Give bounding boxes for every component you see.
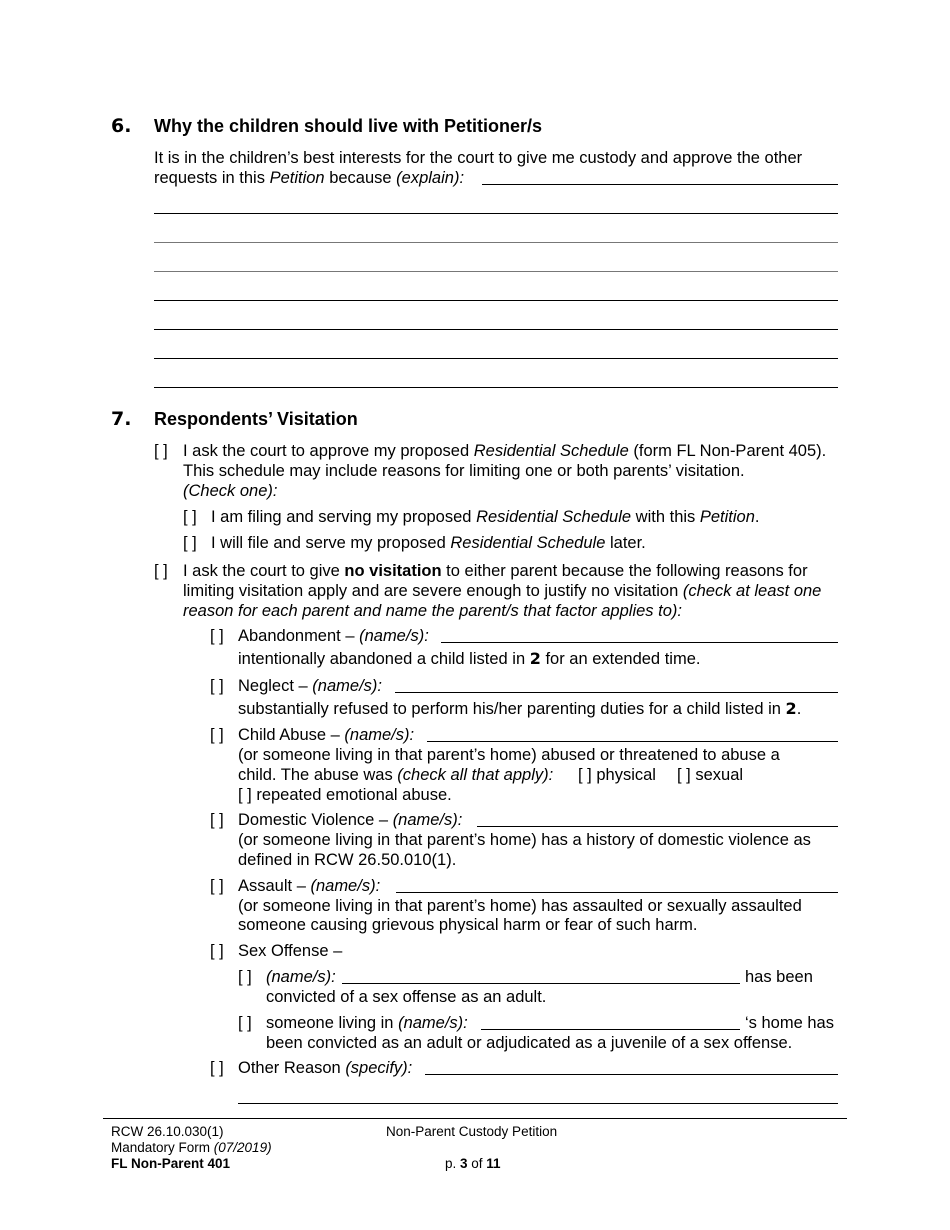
neglect-label: Neglect – (name/s):: [238, 677, 382, 695]
filing-later-text: I will file and serve my proposed Residential Schedule later.: [211, 534, 646, 552]
other-reason-checkbox[interactable]: [ ]: [210, 1059, 224, 1077]
filing-now-checkbox[interactable]: [ ]: [183, 508, 197, 526]
sex-offense-adult-checkbox[interactable]: [ ]: [238, 968, 252, 986]
footer-page-number: p. 3 of 11: [445, 1156, 501, 1171]
abandonment-label: Abandonment – (name/s):: [238, 627, 429, 645]
domestic-violence-name-field[interactable]: [477, 826, 838, 827]
child-abuse-label: Child Abuse – (name/s):: [238, 726, 415, 744]
opt1-line2: This schedule may include reasons for limiting one or both parents’ visitation.: [183, 462, 745, 480]
abandonment-desc: intentionally abandoned a child listed in 2 for an extended time.: [238, 649, 701, 668]
filing-now-text: I am filing and serving my proposed Residential Schedule with this Petition.: [211, 508, 760, 526]
section-6-number: 6.: [111, 115, 132, 137]
section-6-line1: It is in the children’s best interests for the court to give me custody and approve the other: [154, 149, 803, 167]
no-visitation-checkbox[interactable]: [ ]: [154, 562, 168, 580]
explain-line-5[interactable]: [154, 300, 838, 301]
physical-abuse-checkbox[interactable]: [ ] physical: [578, 766, 656, 784]
footer-title: Non-Parent Custody Petition: [386, 1124, 558, 1139]
abandonment-checkbox[interactable]: [ ]: [210, 627, 224, 645]
explain-line-8[interactable]: [154, 387, 838, 388]
sex-offense-adult-tail: has been: [745, 968, 813, 986]
child-abuse-checkbox[interactable]: [ ]: [210, 726, 224, 744]
filing-later-checkbox[interactable]: [ ]: [183, 534, 197, 552]
sex-offense-label: Sex Offense –: [238, 942, 343, 960]
sex-offense-household-line2: been convicted as an adult or adjudicated as a juvenile of a sex offense.: [266, 1034, 793, 1052]
assault-checkbox[interactable]: [ ]: [210, 877, 224, 895]
sex-offense-adult-name-field[interactable]: [342, 983, 740, 984]
assault-line2: (or someone living in that parent’s home) has assaulted or sexually assaulted: [238, 897, 802, 915]
other-reason-label: Other Reason (specify):: [238, 1059, 413, 1077]
explain-line-3[interactable]: [154, 242, 838, 243]
abandonment-name-field[interactable]: [441, 642, 838, 643]
domestic-violence-line3: defined in RCW 26.50.010(1).: [238, 851, 457, 869]
explain-line-4[interactable]: [154, 271, 838, 272]
opt2-line2: limiting visitation apply and are severe enough to justify no visitation (check at least one: [183, 582, 822, 600]
section-6-title: Why the children should live with Petitioner/s: [154, 116, 543, 136]
opt1-line1: I ask the court to approve my proposed Residential Schedule (form FL Non-Parent 405).: [183, 442, 827, 460]
section-6-line2: requests in this Petition because (explain):: [154, 169, 465, 187]
emotional-abuse-checkbox[interactable]: [ ] repeated emotional abuse.: [238, 786, 452, 804]
explain-line-7[interactable]: [154, 358, 838, 359]
sex-offense-adult-name-label: (name/s):: [266, 968, 336, 986]
residential-schedule-checkbox[interactable]: [ ]: [154, 442, 168, 460]
sex-offense-checkbox[interactable]: [ ]: [210, 942, 224, 960]
neglect-desc: substantially refused to perform his/her parenting duties for a child listed in 2.: [238, 699, 802, 718]
footer-mandatory: Mandatory Form (07/2019): [111, 1140, 272, 1155]
neglect-name-field[interactable]: [395, 692, 838, 693]
footer-rcw: RCW 26.10.030(1): [111, 1124, 224, 1139]
section-7-title: Respondents’ Visitation: [154, 409, 358, 429]
footer-form-number: FL Non-Parent 401: [111, 1156, 231, 1171]
other-reason-field[interactable]: [425, 1074, 838, 1075]
child-abuse-name-field[interactable]: [427, 741, 838, 742]
child-abuse-line2: (or someone living in that parent’s home) abused or threatened to abuse a: [238, 746, 780, 764]
domestic-violence-line2: (or someone living in that parent’s home) has a history of domestic violence as: [238, 831, 811, 849]
child-abuse-line3: child. The abuse was (check all that apply):: [238, 766, 554, 784]
sex-offense-household-checkbox[interactable]: [ ]: [238, 1014, 252, 1032]
assault-line3: someone causing grievous physical harm or fear of such harm.: [238, 916, 698, 934]
assault-label: Assault – (name/s):: [238, 877, 381, 895]
sex-offense-adult-line2: convicted of a sex offense as an adult.: [266, 988, 547, 1006]
assault-name-field[interactable]: [396, 892, 838, 893]
opt2-line3: reason for each parent and name the parent/s that factor applies to):: [183, 602, 682, 620]
sex-offense-household-name-field[interactable]: [481, 1029, 740, 1030]
sex-offense-household-label: someone living in (name/s):: [266, 1014, 468, 1032]
section-7-number: 7.: [111, 408, 132, 430]
explain-line-2[interactable]: [154, 213, 838, 214]
explain-line-6[interactable]: [154, 329, 838, 330]
other-reason-field-line2[interactable]: [238, 1103, 838, 1104]
opt2-line1: I ask the court to give no visitation to either parent because the following reasons for: [183, 562, 808, 580]
sexual-abuse-checkbox[interactable]: [ ] sexual: [677, 766, 744, 784]
sex-offense-household-tail: ‘s home has: [745, 1014, 834, 1032]
opt1-line3: (Check one):: [183, 482, 278, 500]
neglect-checkbox[interactable]: [ ]: [210, 677, 224, 695]
domestic-violence-label: Domestic Violence – (name/s):: [238, 811, 463, 829]
domestic-violence-checkbox[interactable]: [ ]: [210, 811, 224, 829]
explain-field[interactable]: [482, 184, 838, 185]
footer-rule: [103, 1118, 847, 1119]
